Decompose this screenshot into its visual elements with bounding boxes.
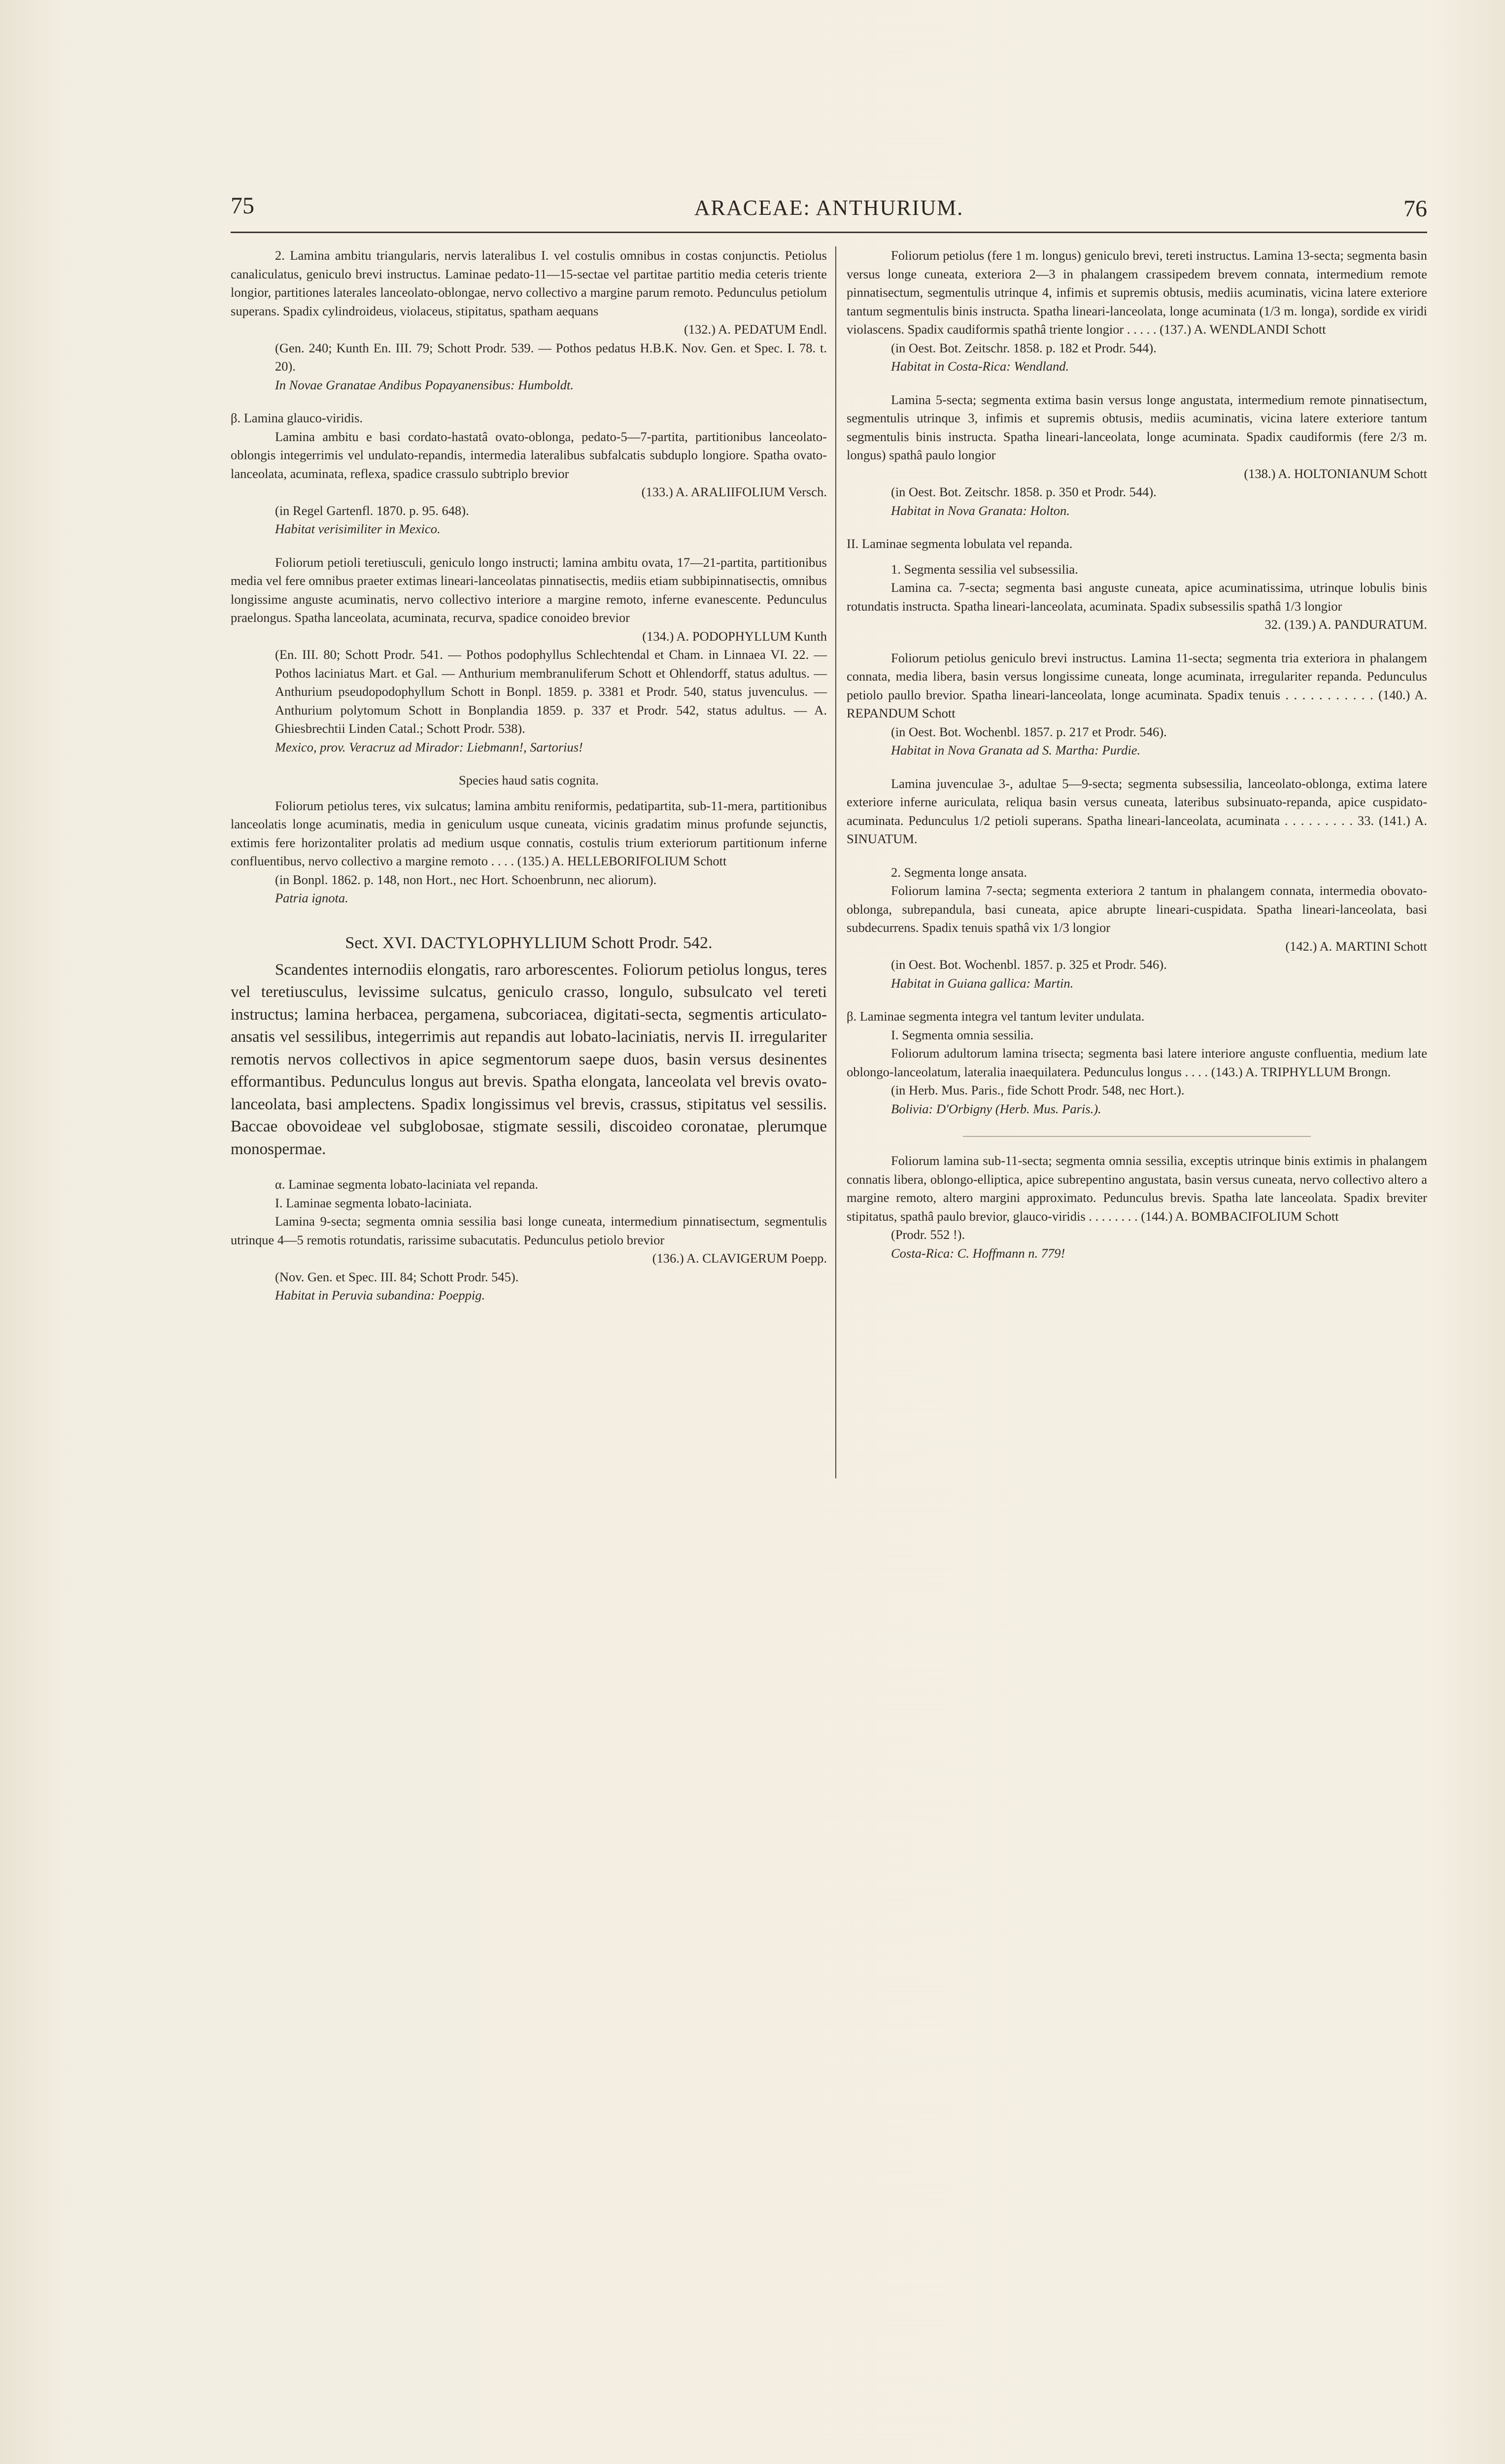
species-142: (142.) A. MARTINI Schott [1285, 938, 1427, 954]
alpha-subheading: I. Laminae segmenta lobato-laciniata. [275, 1195, 472, 1210]
reference-137: (in Oest. Bot. Zeitschr. 1858. p. 182 et Prodr. 544). [891, 340, 1157, 355]
section-description: Scandentes internodiis elongatis, raro arborescentes. Foliorum petiolus longus, teres vel teretiusculus, levissime sulcatus, geniculo crasso, longulo, subsulcato vel tereti instructus; lamina herbacea, pergamena, subcoriacea, digitati-secta, segmentis articulato-ansatis vel sessilibus, integerrimis aut repandis aut lobato-laciniatis, nervis II. irregulariter remotis nervos collectivos in apice segmentorum saepe duos, basin versus desinentes efformantibus. Pedunculus longus aut brevis. Spatha elongata, lanceolata vel brevis ovato-lanceolata, basi amplectens. Spadix longissimus vel brevis, crassus, stipitatus vel sessilis. Baccae obovoideae vel subglobosae, stigmate sessili, discoideo coronatae, plerumque monospermae. [231, 960, 827, 1158]
beta-heading: β. Lamina glauco-viridis. [231, 411, 363, 425]
habitat-142: Habitat in Guiana gallica: Martin. [891, 975, 1074, 991]
species-132: (132.) A. PEDATUM Endl. [684, 322, 827, 337]
paragraph-139: Lamina ca. 7-secta; segmenta basi anguste cuneata, apice acuminatissima, utrinque lobulis binis rotundatis instructa. Spatha lineari-lanceolata, acuminata. Spadix subsessilis spathâ 1/3 longior [847, 580, 1427, 614]
habitat-143: Bolivia: D'Orbigny (Herb. Mus. Paris.). [891, 1101, 1101, 1116]
habitat-137: Habitat in Costa-Rica: Wendland. [891, 359, 1069, 374]
paragraph-136: Lamina 9-secta; segmenta omnia sessilia basi longe cuneata, intermedium pinnatisectum, segmentulis utrinque 4—5 remotis rotundatis, rarissime subacutatis. Pedunculus petiolo brevior [231, 1214, 827, 1247]
beta-heading-right: β. Laminae segmenta integra vel tantum leviter undulata. [847, 1009, 1145, 1024]
species-138: (138.) A. HOLTONIANUM Schott [1244, 466, 1427, 481]
paragraph-144: Foliorum lamina sub-11-secta; segmenta omnia sessilia, exceptis utrinque binis extimis in phalangem connatis libera, oblongo-elliptica, apice subrepentino angustata, basin versus cuneata, nervo collectivo altero a margine remoto, altero margini approximato. Pedunculus brevis. Spatha late lanceolata. Spadix breviter stipitatus, spathâ paulo brevior, glauco-viridis . . . . . . . . (144.) A. BOMBACIFOLIUM Schott [847, 1153, 1427, 1224]
reference-133: (in Regel Gartenfl. 1870. p. 95. 648). [275, 503, 469, 518]
separator-rule [963, 1136, 1311, 1137]
habitat-135: Patria ignota. [275, 890, 348, 905]
reference-144: (Prodr. 552 !). [891, 1227, 965, 1242]
section-II-heading: II. Laminae segmenta lobulata vel repanda. [847, 536, 1073, 551]
species-haud-heading: Species haud satis cognita. [458, 773, 599, 787]
alpha-heading: α. Laminae segmenta lobato-laciniata vel repanda. [275, 1177, 539, 1192]
paragraph-132: 2. Lamina ambitu triangularis, nervis lateralibus I. vel costulis omnibus in costas conjunctis. Petiolus canaliculatus, geniculo brevi instructus. Laminae pedato-11—15-sectae vel partitae partitio media ceteris triente longior, partitiones laterales lanceolato-oblongae, nervo collectivo a margine parum remoto. Pedunculus petiolum superans. Spadix cylindroideus, violaceus, stipitatus, spatham aequans [231, 248, 827, 318]
page-number-right: 76 [1403, 196, 1427, 222]
running-title: ARACEAE: ANTHURIUM. [694, 196, 964, 220]
reference-140: (in Oest. Bot. Wochenbl. 1857. p. 217 et Prodr. 546). [891, 724, 1167, 739]
page-header [231, 192, 1427, 232]
left-column [231, 246, 827, 1305]
habitat-132: In Novae Granatae Andibus Popayanensibus: Humboldt. [275, 377, 574, 392]
right-column [847, 246, 1427, 1263]
reference-142: (in Oest. Bot. Wochenbl. 1857. p. 325 et Prodr. 546). [891, 957, 1167, 972]
paragraph-143: Foliorum adultorum lamina trisecta; segmenta basi latere interiore anguste confluentia, medium late oblongo-lanceolatum, lateralia inaequilatera. Pedunculus longus . . . . (143.) A. TRIPHYLLUM Brongn. [847, 1046, 1427, 1079]
reference-135: (in Bonpl. 1862. p. 148, non Hort., nec Hort. Schoenbrunn, nec aliorum). [275, 872, 657, 887]
paragraph-134: Foliorum petioli teretiusculi, geniculo longo instructi; lamina ambitu ovata, 17—21-partita, partitionibus media vel fere omnibus praeter extimas lineari-lanceolatas pinnatisectis, mediis etiam subbipinnatisectis, omnibus longissime anguste acuminatis, nervo collectivo interiore a margine remoto, inferne evanescente. Pedunculus praelongus. Spatha lanceolata, acuminata, recurva, spadice conoideo brevior [231, 554, 827, 625]
habitat-140: Habitat in Nova Granata ad S. Martha: Purdie. [891, 743, 1141, 757]
habitat-144: Costa-Rica: C. Hoffmann n. 779! [891, 1245, 1065, 1261]
species-133: (133.) A. ARALIIFOLIUM Versch. [641, 484, 827, 499]
species-134: (134.) A. PODOPHYLLUM Kunth [642, 628, 827, 644]
habitat-134: Mexico, prov. Veracruz ad Mirador: Liebmann!, Sartorius! [275, 739, 583, 754]
reference-136: (Nov. Gen. et Spec. III. 84; Schott Prodr. 545). [275, 1269, 519, 1284]
section-description-block [231, 959, 827, 1161]
reference-143: (in Herb. Mus. Paris., fide Schott Prodr. 548, nec Hort.). [891, 1083, 1185, 1097]
section-II-2-heading: 2. Segmenta longe ansata. [891, 864, 1027, 880]
header-rule [231, 232, 1427, 233]
species-136: (136.) A. CLAVIGERUM Poepp. [652, 1251, 827, 1266]
habitat-138: Habitat in Nova Granata: Holton. [891, 503, 1070, 518]
section-II-1-heading: 1. Segmenta sessilia vel subsessilia. [891, 561, 1078, 577]
beta-subheading-right: I. Segmenta omnia sessilia. [891, 1027, 1034, 1042]
page-number-left: 75 [231, 193, 254, 219]
species-139: 32. (139.) A. PANDURATUM. [1265, 617, 1427, 632]
paragraph-133: Lamina ambitu e basi cordato-hastatâ ovato-oblonga, pedato-5—7-partita, partitionibus lanceolato-oblongis integerrimis vel undulato-repandis, intermedia lateralibus subfalcatis subduplo longiore. Spatha ovato-lanceolata, acuminata, reflexa, spadice crassulo subtriplo brevior [231, 429, 827, 481]
paragraph-137: Foliorum petiolus (fere 1 m. longus) geniculo brevi, tereti instructus. Lamina 13-secta; segmenta basin versus longe cuneata, exteriora 2—3 in phalangem crassipedem brevem connata, intermedium remote pinnatisectum, segmentulis utrinque 4, infimis et supremis obtusis, mediis acuminatis, vicina latere exteriore tantum segmentulis binis instructa. Spatha lineari-lanceolata, longe acuminata (1/3 m. longa), sordide ex viridi violascens. Spadix caudiformis spathâ triente longior . . . . . (137.) A. WENDLANDI Schott [847, 248, 1427, 337]
habitat-136: Habitat in Peruvia subandina: Poeppig. [275, 1288, 485, 1302]
reference-134: (En. III. 80; Schott Prodr. 541. — Pothos podophyllus Schlechtendal et Cham. in Linnaea VI. 22. — Pothos laciniatus Mart. et Gal. — Anthurium membranuliferum Schott et Ohlendorff, status adultus. — Anthurium pseudopodophyllum Schott in Bonpl. 1859. p. 3381 et Prodr. 540, status juvenculus. — Anthurium polytomum Schott in Bonplandia 1859. p. 337 et Prodr. 542, status adultus. — A. Ghiesbrechtii Linden Catal.; Schott Prodr. 538). [275, 647, 827, 736]
paragraph-135: Foliorum petiolus teres, vix sulcatus; lamina ambitu reniformis, pedatipartita, sub-11-mera, partitionibus lanceolatis longe acuminatis, media in geniculum usque cuneata, vicinis gradatim minus profunde sejunctis, extimis fere horizontaliter prolatis ad medium usque connatis, costulis trium exteriorum partitionum inferne confluentibus, nervo collectivo a margine remoto . . . . (135.) A. HELLEBORIFOLIUM Schott [231, 798, 827, 868]
habitat-133: Habitat verisimiliter in Mexico. [275, 521, 441, 536]
paragraph-140: Foliorum petiolus geniculo brevi instructus. Lamina 11-secta; segmenta tria exteriora in phalangem connata, media libera, basin versus longissime cuneata, longe acuminata, irregulariter repanda. Pedunculus petiolo paullo brevior. Spatha lineari-lanceolata, longe acuminata. Spadix tenuis . . . . . . . . . . . (140.) A. REPANDUM Schott [847, 650, 1427, 720]
reference-138: (in Oest. Bot. Zeitschr. 1858. p. 350 et Prodr. 544). [891, 484, 1157, 499]
column-divider [835, 246, 836, 1478]
reference-132: (Gen. 240; Kunth En. III. 79; Schott Prodr. 539. — Pothos pedatus H.B.K. Nov. Gen. et Spec. I. 78. t. 20). [275, 340, 827, 374]
paragraph-138: Lamina 5-secta; segmenta extima basin versus longe angustata, intermedium remote pinnatisectum, segmentulis utrinque 3, infimis et supremis obtusis, mediis acuminatis, vicina latere exteriore tantum segmentulis binis instructa. Spatha lineari-lanceolata, longe acuminata. Spadix caudiformis (fere 2/3 m. longus) spathâ paulo longior [847, 392, 1427, 462]
section-title: Sect. XVI. DACTYLOPHYLLIUM Schott Prodr. 542. [345, 933, 713, 952]
paragraph-141: Lamina juvenculae 3-, adultae 5—9-secta; segmenta subsessilia, lanceolato-oblonga, extima latere exteriore inferne auriculata, reliqua basin versus cuneata, lateribus subsinuato-repanda, apice cuspidato-acuminata. Pedunculus 1/2 petioli superans. Spatha lineari-lanceolata, acuminata . . . . . . . . . 33. (141.) A. SINUATUM. [847, 776, 1427, 846]
paragraph-142: Foliorum lamina 7-secta; segmenta exteriora 2 tantum in phalangem connata, intermedia obovato-oblonga, subrepandula, basi cuneata, apice abrupte lineari-cuspidata. Spatha lineari-lanceolata, basi subdecurrens. Spadix tenuis spathâ vix 1/3 longior [847, 883, 1427, 935]
